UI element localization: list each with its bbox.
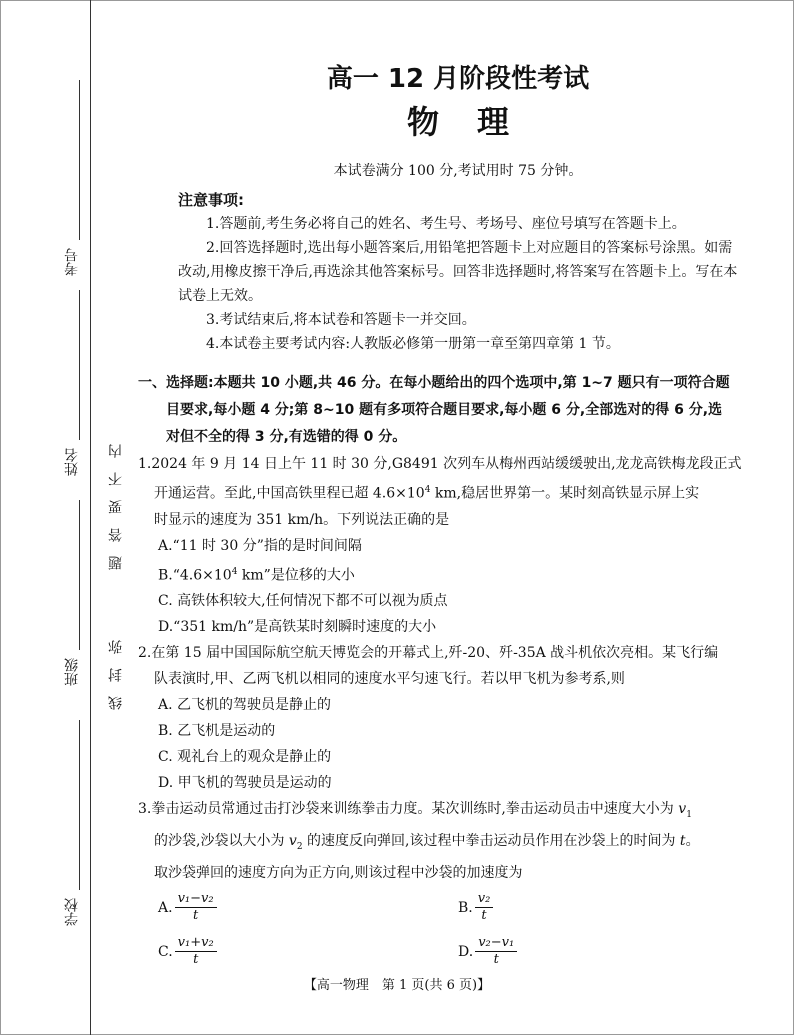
section-line: 目要求,每小题 4 分;第 8~10 题有多项符合题目要求,每小题 6 分,全部选对的得 6 分,选 [166, 402, 723, 418]
question-stem: 时显示的速度为 351 km/h。下列说法正确的是 [154, 511, 450, 528]
option-d [458, 935, 758, 968]
seal-notice-top: 题 答 要 不 内 [108, 444, 124, 570]
fraction [475, 935, 517, 968]
option-row [138, 886, 778, 930]
notice-item: 4.本试卷主要考试内容:人教版必修第一册第一章至第四章第 1 节。 [206, 336, 620, 352]
question-stem [138, 828, 778, 860]
option-label: A. [158, 899, 173, 916]
section-1-header [138, 370, 778, 451]
option-b [138, 559, 778, 589]
stem-text: 3.拳击运动员常通过击打沙袋来训练拳击力度。某次训练时,拳击运动员击中速度大小为 [138, 801, 679, 818]
option-text: B.“4.6×10 [158, 567, 232, 584]
variable-t: t [679, 833, 686, 850]
name-label: 姓名 [64, 448, 80, 476]
option-d: D. 甲飞机的驾驶员是运动的 [158, 775, 332, 792]
section-line: 对但不全的得 3 分,有选错的得 0 分。 [166, 429, 407, 445]
option-b: B. 乙飞机是运动的 [158, 723, 276, 740]
exam-content [138, 60, 774, 974]
notice-list [178, 212, 738, 356]
option-label: D. [458, 943, 474, 960]
class-line [79, 500, 80, 650]
question-stem: 取沙袋弹回的速度方向为正方向,则该过程中沙袋的加速度为 [154, 864, 523, 881]
notice-item: 2.回答选择题时,选出每小题答案后,用铅笔把答题卡上对应题目的答案标号涂黑。如需改动,用橡皮擦干净后,再选涂其他答案标号。回答非选择题时,将答案写在答题卡上。写在本试卷上无效。 [178, 240, 738, 304]
numerator: v₂−v₁ [475, 935, 517, 952]
stem-text: 。 [685, 833, 700, 850]
option-a [158, 891, 458, 924]
exam-no-line [79, 80, 80, 240]
subscript: 1 [686, 810, 692, 821]
question-stem: 2.在第 15 届中国国际航空航天博览会的开幕式上,歼-20、歼-35A 战斗机依次亮相。某飞行编 [138, 645, 719, 662]
school-label: 学校 [64, 898, 80, 926]
numerator: v₁+v₂ [175, 935, 217, 952]
stem-text: 开通运营。至此,中国高铁里程已超 4.6×10 [154, 485, 425, 502]
fraction [175, 935, 217, 968]
superscript: 4 [424, 485, 431, 495]
question-stem: 队表演时,甲、乙两飞机以相同的速度水平匀速飞行。若以甲飞机为参考系,则 [154, 671, 625, 688]
school-line [79, 720, 80, 890]
notice-item: 3.考试结束后,将本试卷和答题卡一并交回。 [206, 312, 476, 328]
question-stem [138, 796, 778, 828]
subscript: 2 [296, 841, 303, 852]
stem-text: 的沙袋,沙袋以大小为 [154, 833, 289, 850]
denominator: t [192, 908, 199, 924]
superscript: 4 [231, 566, 238, 577]
page-footer: 【高一物理 第 1 页(共 6 页)】 [303, 978, 491, 993]
exam-info: 本试卷满分 100 分,考试用时 75 分钟。 [333, 163, 583, 179]
exam-no-label: 考号 [64, 248, 80, 276]
option-text: km”是位移的大小 [237, 567, 355, 584]
option-label: B. [458, 899, 473, 916]
option-a: A. 乙飞机的驾驶员是静止的 [158, 697, 332, 714]
option-b [458, 891, 758, 924]
option-label: C. [158, 943, 173, 960]
page-title: 高一 12 月阶段性考试 [326, 64, 590, 94]
numerator: v₂ [475, 891, 494, 908]
option-a: A.“11 时 30 分”指的是时间间隔 [158, 537, 362, 554]
denominator: t [493, 952, 499, 968]
option-c: C. 高铁体积较大,任何情况下都不可以视为质点 [158, 593, 448, 610]
variable-v: v [288, 833, 297, 850]
numerator: v₁−v₂ [175, 891, 217, 908]
name-line [79, 290, 80, 440]
stem-text: 的速度反向弹回,该过程中拳击运动员作用在沙袋上的时间为 [302, 833, 680, 850]
denominator: t [193, 952, 199, 968]
question-3 [138, 796, 778, 974]
notice-item: 1.答题前,考生务必将自己的姓名、考生号、考场号、座位号填写在答题卡上。 [206, 216, 686, 232]
class-label: 班级 [64, 658, 80, 686]
binding-line [90, 0, 91, 1035]
fraction [175, 891, 217, 924]
variable-v: v [678, 801, 687, 818]
question-stem: 1.2024 年 9 月 14 日上午 11 时 30 分,G8491 次列车从梅州西站缓缓驶出,龙龙高铁梅龙段正式 [138, 456, 742, 472]
question-stem [138, 477, 778, 507]
fraction [475, 891, 494, 924]
option-c: C. 观礼台上的观众是静止的 [158, 749, 332, 766]
stem-text: km,稳居世界第一。某时刻高铁显示屏上实 [430, 485, 700, 502]
question-2 [138, 640, 778, 796]
option-d: D.“351 km/h”是高铁某时刻瞬时速度的大小 [158, 619, 437, 636]
subject-title: 物理 [406, 103, 547, 141]
option-c [158, 935, 458, 968]
option-row [138, 930, 778, 974]
notice-title: 注意事项: [178, 191, 244, 209]
denominator: t [481, 908, 487, 924]
section-line: 一、选择题:本题共 10 小题,共 46 分。在每小题给出的四个选项中,第 1~7 题只有一项符合题 [138, 375, 730, 391]
question-1 [138, 451, 778, 640]
seal-notice-bottom: 线 封 弥 [108, 640, 124, 710]
